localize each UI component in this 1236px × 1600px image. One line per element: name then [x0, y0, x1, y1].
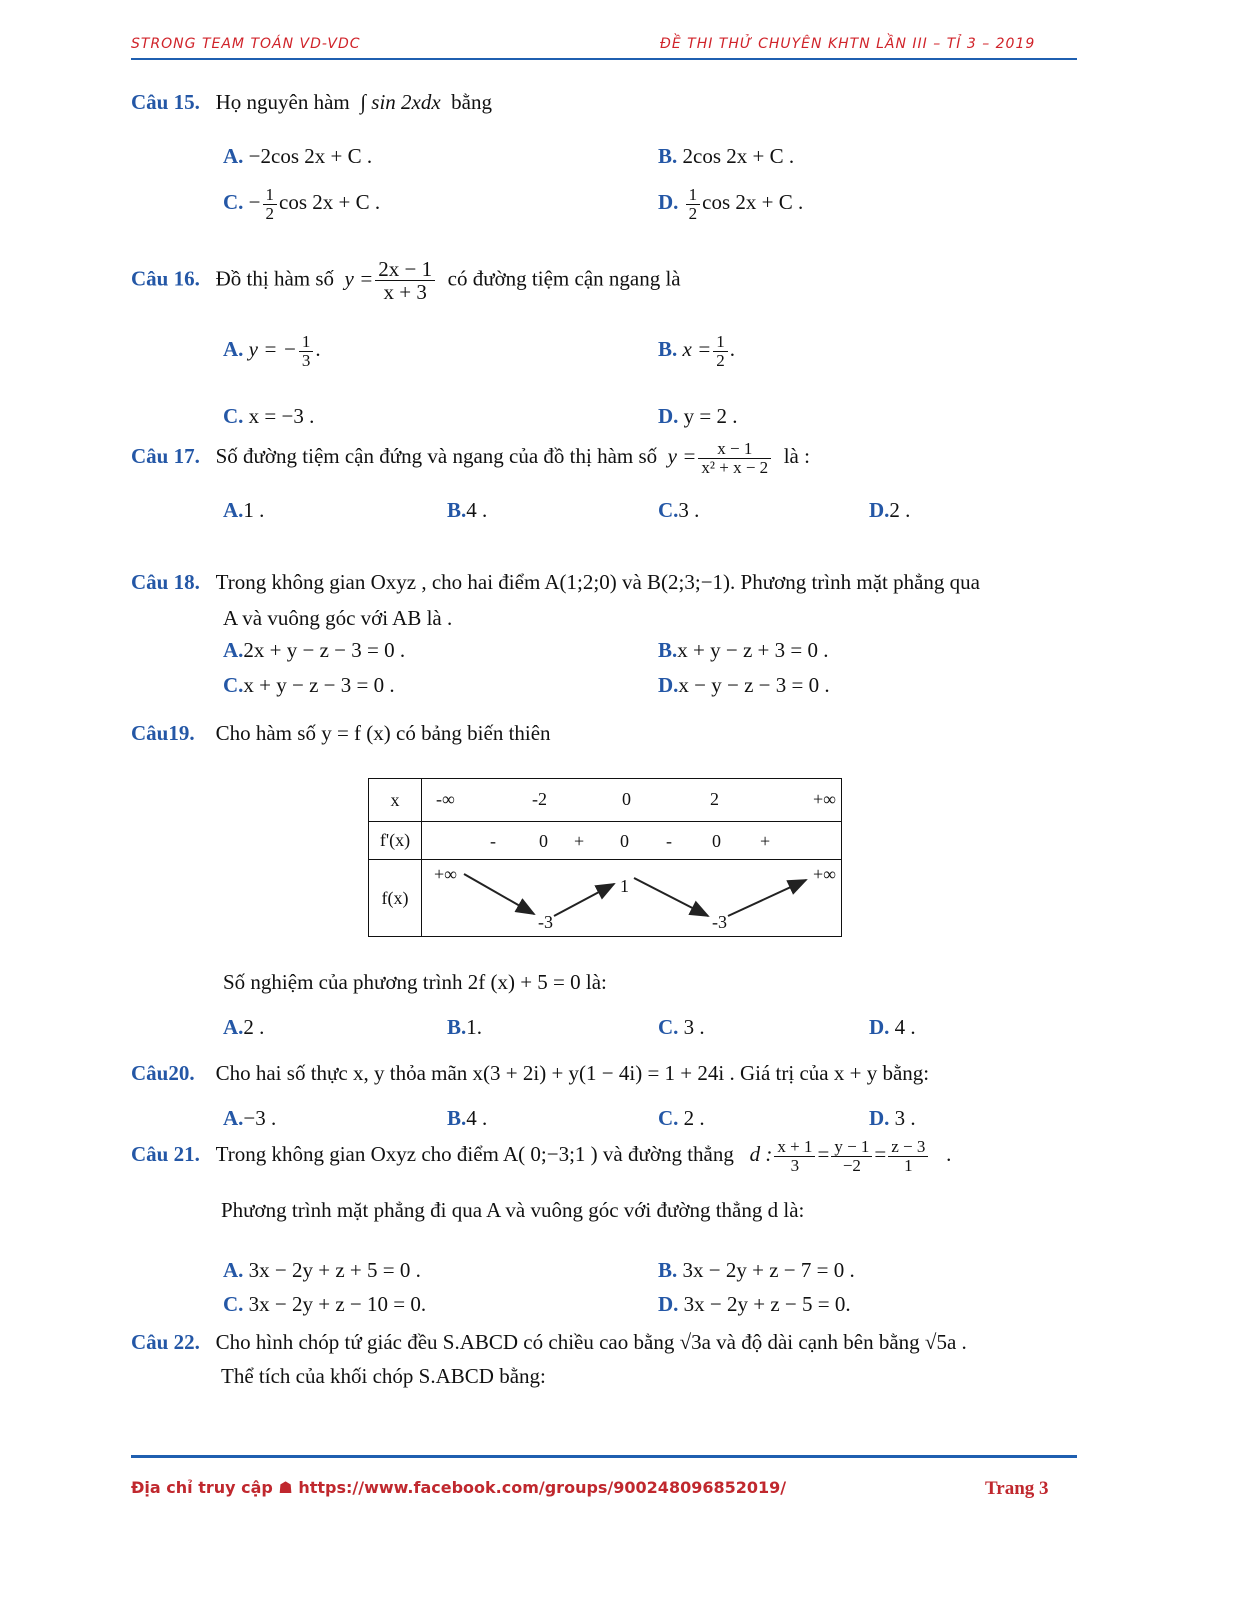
sign-value: 0 [620, 831, 629, 851]
numerator: x − 1 [698, 440, 771, 459]
option-a[interactable] [223, 638, 405, 663]
option-a[interactable] [223, 1015, 264, 1040]
numerator: 2x − 1 [375, 258, 435, 281]
option-text: y = − [248, 337, 297, 362]
option-label: C. [223, 673, 244, 697]
option-a[interactable] [223, 333, 321, 370]
denominator: 3 [301, 350, 311, 370]
option-text: 3x − 2y + z − 5 = 0. [683, 1292, 851, 1316]
option-label: B. [447, 1015, 467, 1039]
option-c[interactable] [658, 1106, 705, 1131]
option-text: x − y − z − 3 = 0 . [678, 673, 830, 697]
denominator: 2 [265, 203, 275, 223]
question-18-line2: A và vuông góc với AB là . [223, 606, 453, 630]
header-right: ĐỀ THI THỬ CHUYÊN KHTN LẦN III – TỈ 3 – 2019 [660, 36, 1036, 52]
question-18 [131, 570, 980, 595]
x-value: -2 [532, 789, 547, 809]
fraction [375, 258, 435, 303]
question-label: Câu 22. [131, 1330, 200, 1354]
question-19 [131, 721, 551, 746]
x-value: 0 [622, 789, 631, 809]
denominator: −2 [842, 1155, 861, 1175]
question-tail: là : [783, 444, 810, 469]
f-value: +∞ [434, 864, 457, 884]
option-a[interactable] [223, 144, 372, 169]
option-label: C. [223, 190, 244, 215]
option-label: C. [223, 404, 244, 428]
row-header-fprime: f'(x) [369, 822, 422, 860]
numerator: 1 [263, 186, 278, 205]
arrow-up [554, 884, 614, 916]
option-d[interactable] [869, 1106, 916, 1131]
option-c[interactable] [223, 673, 395, 698]
option-text: 3x − 2y + z + 5 = 0 . [248, 1258, 421, 1282]
option-a[interactable] [223, 498, 264, 523]
option-d[interactable] [869, 1015, 916, 1040]
sign-value: 0 [712, 831, 721, 851]
option-b[interactable] [447, 1106, 487, 1131]
option-c[interactable] [223, 1292, 426, 1317]
denominator: 1 [904, 1155, 913, 1175]
denominator: 3 [790, 1155, 800, 1175]
row-header-x: x [369, 779, 422, 822]
y-equals: y = [344, 266, 374, 291]
option-c[interactable] [658, 498, 699, 523]
numerator: z − 3 [888, 1138, 928, 1157]
option-label: A. [223, 638, 244, 662]
question-21: Câu 21. Trong không gian Oxyz cho điểm A( 0;−3;1 ) và đường thẳng d : $\frac{x + 1}{3}$ = $\frac{y - 1}{-2}$ = $\frac{z - 3}{1}$ . [131, 1137, 952, 1175]
option-label: B. [447, 498, 467, 522]
option-c[interactable] [223, 404, 314, 429]
sign-value: + [760, 831, 771, 851]
question-label: Câu 21. [131, 1142, 200, 1167]
sign-value: 0 [539, 831, 548, 851]
question-15 [131, 90, 492, 115]
option-text: 1. [466, 1015, 483, 1039]
sign-value: - [490, 831, 496, 851]
numerator: 1 [299, 333, 314, 352]
integral: ∫ sin 2xdx [360, 90, 441, 114]
y-equals: y = [667, 444, 697, 469]
question-label: Câu 16. [131, 266, 200, 291]
option-text: y = 2 . [683, 404, 738, 428]
fraction [888, 1138, 928, 1175]
option-label: A. [223, 337, 244, 362]
option-label: D. [658, 1292, 679, 1316]
option-label: D. [658, 404, 679, 428]
option-text: cos 2x + C . [702, 190, 804, 215]
option-text: . [315, 337, 321, 362]
question-22-line2: Thể tích của khối chóp S.ABCD bằng: [221, 1364, 546, 1388]
fraction [698, 440, 771, 477]
option-text: 4 . [894, 1015, 916, 1039]
option-text: x = −3 . [248, 404, 315, 428]
option-label: D. [658, 673, 679, 697]
question-label: Câu 18. [131, 570, 200, 594]
question-label: Câu20. [131, 1061, 195, 1085]
fraction [713, 333, 728, 370]
option-c[interactable] [658, 1015, 705, 1040]
option-b[interactable] [658, 1258, 855, 1283]
option-b[interactable] [658, 333, 735, 370]
line-d: d : [749, 1142, 773, 1167]
question-22 [131, 1330, 967, 1355]
footer-divider [131, 1455, 1077, 1458]
question-20 [131, 1061, 929, 1086]
question-tail: có đường tiệm cận ngang là [447, 266, 681, 291]
question-stem: Số đường tiệm cận đứng và ngang của đồ thị hàm số [215, 444, 658, 469]
arrow-down [464, 874, 534, 914]
question-16 [131, 258, 681, 303]
option-text: 4 . [466, 498, 488, 522]
question-17 [131, 440, 810, 477]
numerator: 1 [686, 186, 701, 205]
x-value: -∞ [436, 789, 455, 809]
option-b[interactable] [658, 144, 794, 169]
option-text: x + y − z + 3 = 0 . [677, 638, 829, 662]
f-value: -3 [538, 912, 553, 932]
option-b[interactable] [447, 1015, 482, 1040]
fraction [299, 333, 314, 370]
option-label: A. [223, 1015, 244, 1039]
fraction [686, 186, 701, 223]
option-b[interactable] [658, 638, 828, 663]
option-label: A. [223, 144, 244, 168]
option-text: . [729, 337, 736, 362]
option-text: 3 . [894, 1106, 916, 1130]
option-label: D. [869, 1106, 890, 1130]
option-text: 2 . [683, 1106, 705, 1130]
option-text: 3x − 2y + z − 10 = 0. [248, 1292, 427, 1316]
option-b[interactable] [447, 498, 487, 523]
option-label: B. [447, 1106, 467, 1130]
option-text: −2cos 2x + C . [248, 144, 373, 168]
arrow-up [728, 880, 806, 916]
option-label: C. [658, 1015, 679, 1039]
x-value: +∞ [813, 789, 836, 809]
question-stem: Trong không gian Oxyz , cho hai điểm A(1;2;0) và B(2;3;−1). Phương trình mặt phẳng qua [215, 570, 980, 594]
minus-sign: − [248, 190, 261, 215]
option-label: C. [658, 498, 679, 522]
option-label: D. [658, 190, 679, 215]
question-label: Câu19. [131, 721, 195, 745]
header-left: STRONG TEAM TOÁN VD-VDC [131, 36, 361, 52]
f-value: 1 [620, 876, 629, 896]
option-d[interactable] [658, 1292, 851, 1317]
variation-arrows [422, 860, 844, 936]
option-label: A. [223, 498, 244, 522]
option-label: A. [223, 1258, 244, 1282]
f-values-cell [422, 860, 842, 937]
option-d[interactable] [658, 673, 830, 698]
option-label: B. [658, 638, 678, 662]
row-header-f: f(x) [369, 860, 422, 937]
option-d[interactable] [658, 404, 738, 429]
question-stem: Đồ thị hàm số [215, 266, 335, 291]
option-text: 3 . [683, 1015, 705, 1039]
denominator: x + 3 [383, 280, 427, 305]
option-label: C. [658, 1106, 679, 1130]
option-text: 3 . [678, 498, 700, 522]
option-label: A. [223, 1106, 244, 1130]
option-text: 4 . [466, 1106, 488, 1130]
footer-link[interactable]: Địa chỉ truy cập ☗ https://www.facebook.com/groups/900248096852019/ [131, 1478, 787, 1497]
option-text: 3x − 2y + z − 7 = 0 . [682, 1258, 855, 1282]
option-label: B. [658, 1258, 678, 1282]
fprime-values-cell [422, 822, 842, 860]
option-label: D. [869, 1015, 890, 1039]
option-label: B. [658, 144, 678, 168]
question-label: Câu 15. [131, 90, 200, 114]
question-stem: Cho hình chóp tứ giác đều S.ABCD có chiều cao bằng √3a và độ dài cạnh bên bằng √5a . [215, 1330, 967, 1354]
option-d[interactable] [658, 186, 803, 223]
header-divider [131, 58, 1077, 60]
question-tail: bằng [451, 90, 492, 114]
option-text: x + y − z − 3 = 0 . [243, 673, 395, 697]
fraction [263, 186, 278, 223]
numerator: y − 1 [831, 1138, 872, 1157]
option-label: C. [223, 1292, 244, 1316]
sign-value: - [666, 831, 672, 851]
question-stem: Cho hai số thực x, y thỏa mãn x(3 + 2i) + y(1 − 4i) = 1 + 24i . Giá trị của x + y bằng: [215, 1061, 930, 1085]
numerator: x + 1 [774, 1138, 815, 1157]
question-21-line2: Phương trình mặt phẳng đi qua A và vuông góc với đường thẳng d là: [221, 1198, 805, 1222]
f-value: -3 [712, 912, 727, 932]
f-value: +∞ [813, 864, 836, 884]
sign-value: + [574, 831, 585, 851]
option-label: B. [658, 337, 678, 362]
denominator: 2 [688, 203, 698, 223]
question-19-followup: Số nghiệm của phương trình 2f (x) + 5 = 0 là: [223, 970, 607, 994]
fraction [774, 1138, 815, 1175]
option-text: cos 2x + C . [279, 190, 381, 215]
option-text: 2cos 2x + C . [682, 144, 795, 168]
option-a[interactable] [223, 1258, 421, 1283]
option-text: x = [682, 337, 712, 362]
page-number: Trang 3 [985, 1478, 1049, 1499]
option-text: −3 . [243, 1106, 277, 1130]
option-d[interactable] [869, 498, 910, 523]
arrow-down [634, 878, 708, 916]
question-stem: Cho hàm số y = f (x) có bảng biến thiên [215, 721, 551, 745]
option-text: 2 . [243, 1015, 265, 1039]
question-stem: Họ nguyên hàm [215, 90, 350, 114]
variation-table [368, 778, 842, 937]
fraction [831, 1138, 872, 1175]
denominator: 2 [716, 350, 725, 370]
option-text: 2x + y − z − 3 = 0 . [243, 638, 406, 662]
x-value: 2 [710, 789, 719, 809]
denominator: x² + x − 2 [701, 457, 769, 477]
x-values-cell [422, 779, 842, 822]
option-c[interactable] [223, 186, 380, 223]
numerator: 1 [713, 333, 728, 352]
option-label: D. [869, 498, 890, 522]
option-text: 1 . [243, 498, 265, 522]
option-a[interactable] [223, 1106, 276, 1131]
option-text: 2 . [889, 498, 911, 522]
question-label: Câu 17. [131, 444, 200, 469]
question-stem: Trong không gian Oxyz cho điểm A( 0;−3;1 ) và đường thẳng [215, 1142, 734, 1167]
